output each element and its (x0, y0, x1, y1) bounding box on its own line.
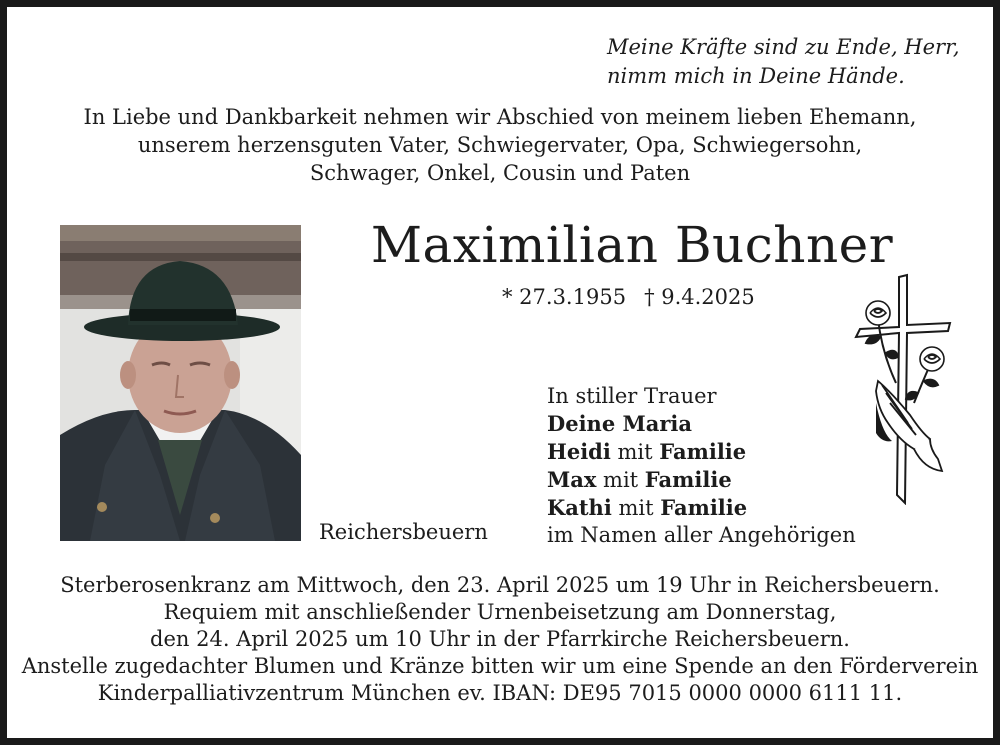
notice-line: Requiem mit anschließender Urnenbeisetzung am Donnerstag, (163, 600, 837, 624)
mourner-spouse: Deine Maria (547, 411, 692, 436)
mourner-line: Kathi mit Familie (547, 495, 748, 520)
life-dates (502, 283, 755, 311)
deceased-name: Maximilian Buchner (370, 216, 894, 274)
intro-line: In Liebe und Dankbarkeit nehmen wir Abschied von meinem lieben Ehemann, (83, 105, 917, 129)
mourner-line: Max mit Familie (547, 467, 732, 492)
cross-roses-praying-hands-icon (852, 273, 957, 505)
birth-date: * 27.3.1955 (502, 285, 627, 309)
death-date: † 9.4.2025 (644, 285, 755, 309)
obituary-card (7, 7, 993, 738)
hometown: Reichersbeuern (319, 520, 488, 544)
quote-line: nimm mich in Deine Hände. (607, 64, 905, 88)
intro-line: Schwager, Onkel, Cousin und Paten (309, 161, 691, 185)
service-notice (7, 572, 993, 707)
notice-line: Anstelle zugedachter Blumen und Kränze bitten wir um eine Spende an den Förderverein (21, 654, 979, 678)
mourners-list (547, 383, 856, 549)
notice-line: Kinderpalliativzentrum München ev. IBAN: DE95 7015 0000 0000 6111 11. (97, 681, 903, 705)
bible-quote (607, 33, 960, 91)
intro-text (7, 103, 993, 187)
portrait-photo (60, 225, 301, 541)
notice-line: Sterberosenkranz am Mittwoch, den 23. April 2025 um 19 Uhr in Reichersbeuern. (60, 573, 940, 597)
intro-line: unserem herzensguten Vater, Schwiegervater, Opa, Schwiegersohn, (137, 133, 863, 157)
mourners-heading: In stiller Trauer (547, 384, 717, 408)
mourners-closing: im Namen aller Angehörigen (547, 523, 856, 547)
quote-line: Meine Kräfte sind zu Ende, Herr, (607, 35, 960, 59)
mourner-line: Heidi mit Familie (547, 439, 747, 464)
notice-line: den 24. April 2025 um 10 Uhr in der Pfarrkirche Reichersbeuern. (150, 627, 850, 651)
